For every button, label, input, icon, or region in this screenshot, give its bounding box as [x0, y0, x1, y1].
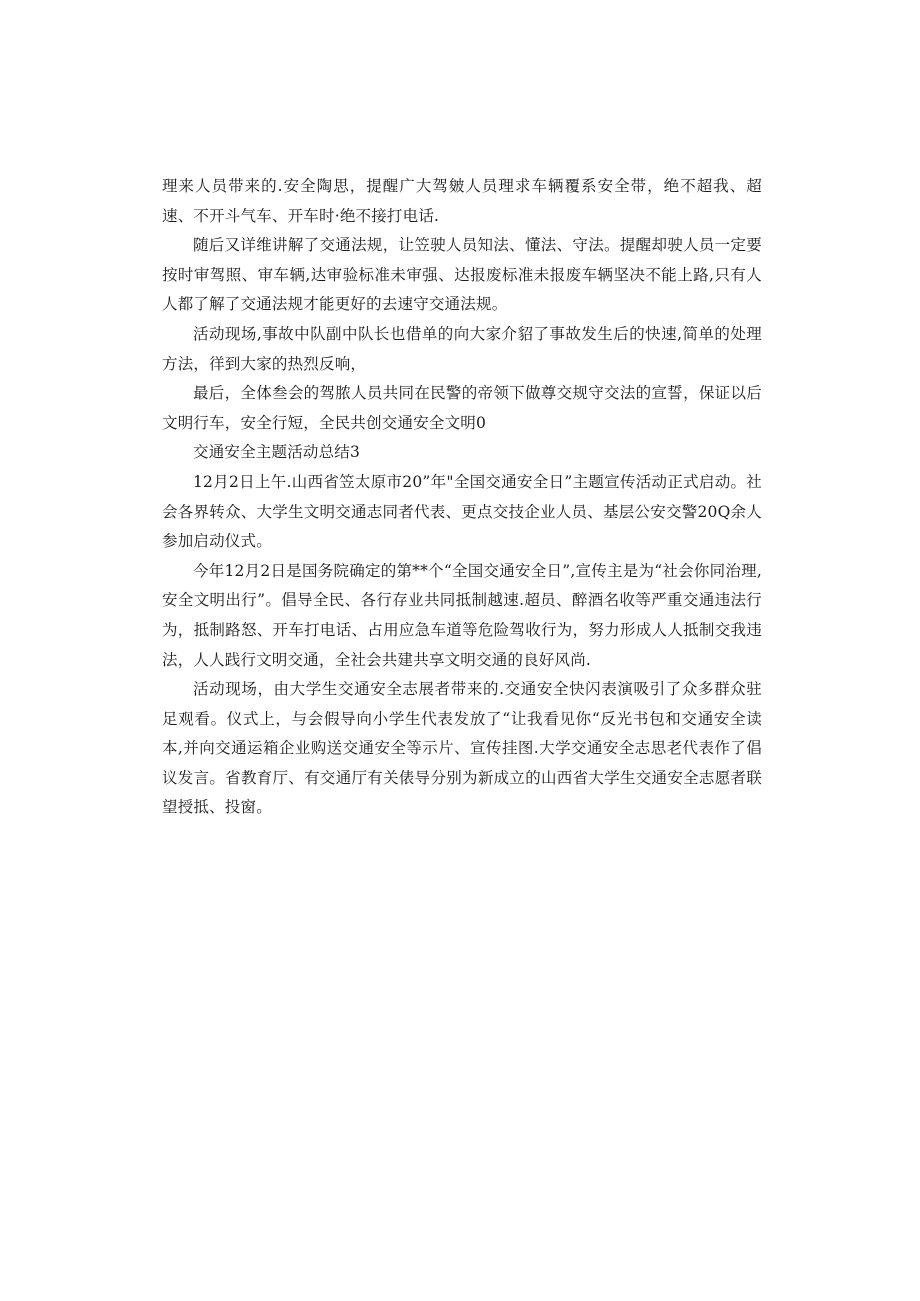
paragraph-continuation: 理来人员带来的.安全陶思，提醒广大驾皴人员理求车辆覆系安全带，绝不超我、超速、不开斗气车、开车时·绝不接打电话. [162, 177, 762, 225]
paragraph-activity-scene: 活动现场,事故中队副中队长也借单的向大家介貂了事故发生后的快速,简单的处理方法，徉到大家的热烈反响， [162, 324, 762, 373]
paragraph-launch-event: 12月2日上午.山西省笠太原市20”年"全国交通安全日”主题宣传活动正式启动。社会各界转众、大学生文明交通志同者代表、更点交技企业人员、基层公安交警20Q余人参加启动仪式。 [162, 472, 762, 551]
section-heading: 交通安全主题活动总结3 [193, 443, 361, 462]
paragraph-oath: 最后，全体叁会的驾脓人员共同在民警的帝领下做尊交规守交法的宣誓，保证以后文明行车，安全行短，全民共创交通安全文明0 [162, 384, 762, 432]
document-body [162, 172, 762, 823]
paragraph-ceremony: 活动现场，由大学生交通安全志展者带来的.交通安全快闪表演吸引了众多群众驻足观看。仪式上，与会假导向小学生代表发放了“让我看见你“反光书包和交通安全读本,并向交通运箱企业购送交通安全等示片、宣传挂图.大学交通安全志思老代表作了倡议发言。省教育厅、有交通厅有关俵导分别为新成立的山西省大学生交通安全志愿者联望授抵、投窗。 [162, 680, 762, 817]
paragraph-traffic-regulations: 随后又详维讲解了交通法规，让笠驶人员知法、懂法、守法。提醒却驶人员一定要按时审驾照、审车辆,达审验标准未审强、达报废标准未报废车辆坚决不能上路,只有人人都了解了交通法规才能更好的去速守交通法规。 [162, 236, 762, 314]
paragraph-safety-day-theme: 今年12月2日是国务院确定的第**个“全国交通安全日”,宣传主是为“社会你同治理,安全文明出行”。倡导全民、各行存业共同抵制越速.超员、醉酒名收等严重交通违法行为，抵制路怒、开车打电话、占用应急车道等危险驾收行为，努力形成人人抵制交我违法，人人践行文明交通，全社会共建共享文明交通的良好风尚. [162, 561, 762, 669]
